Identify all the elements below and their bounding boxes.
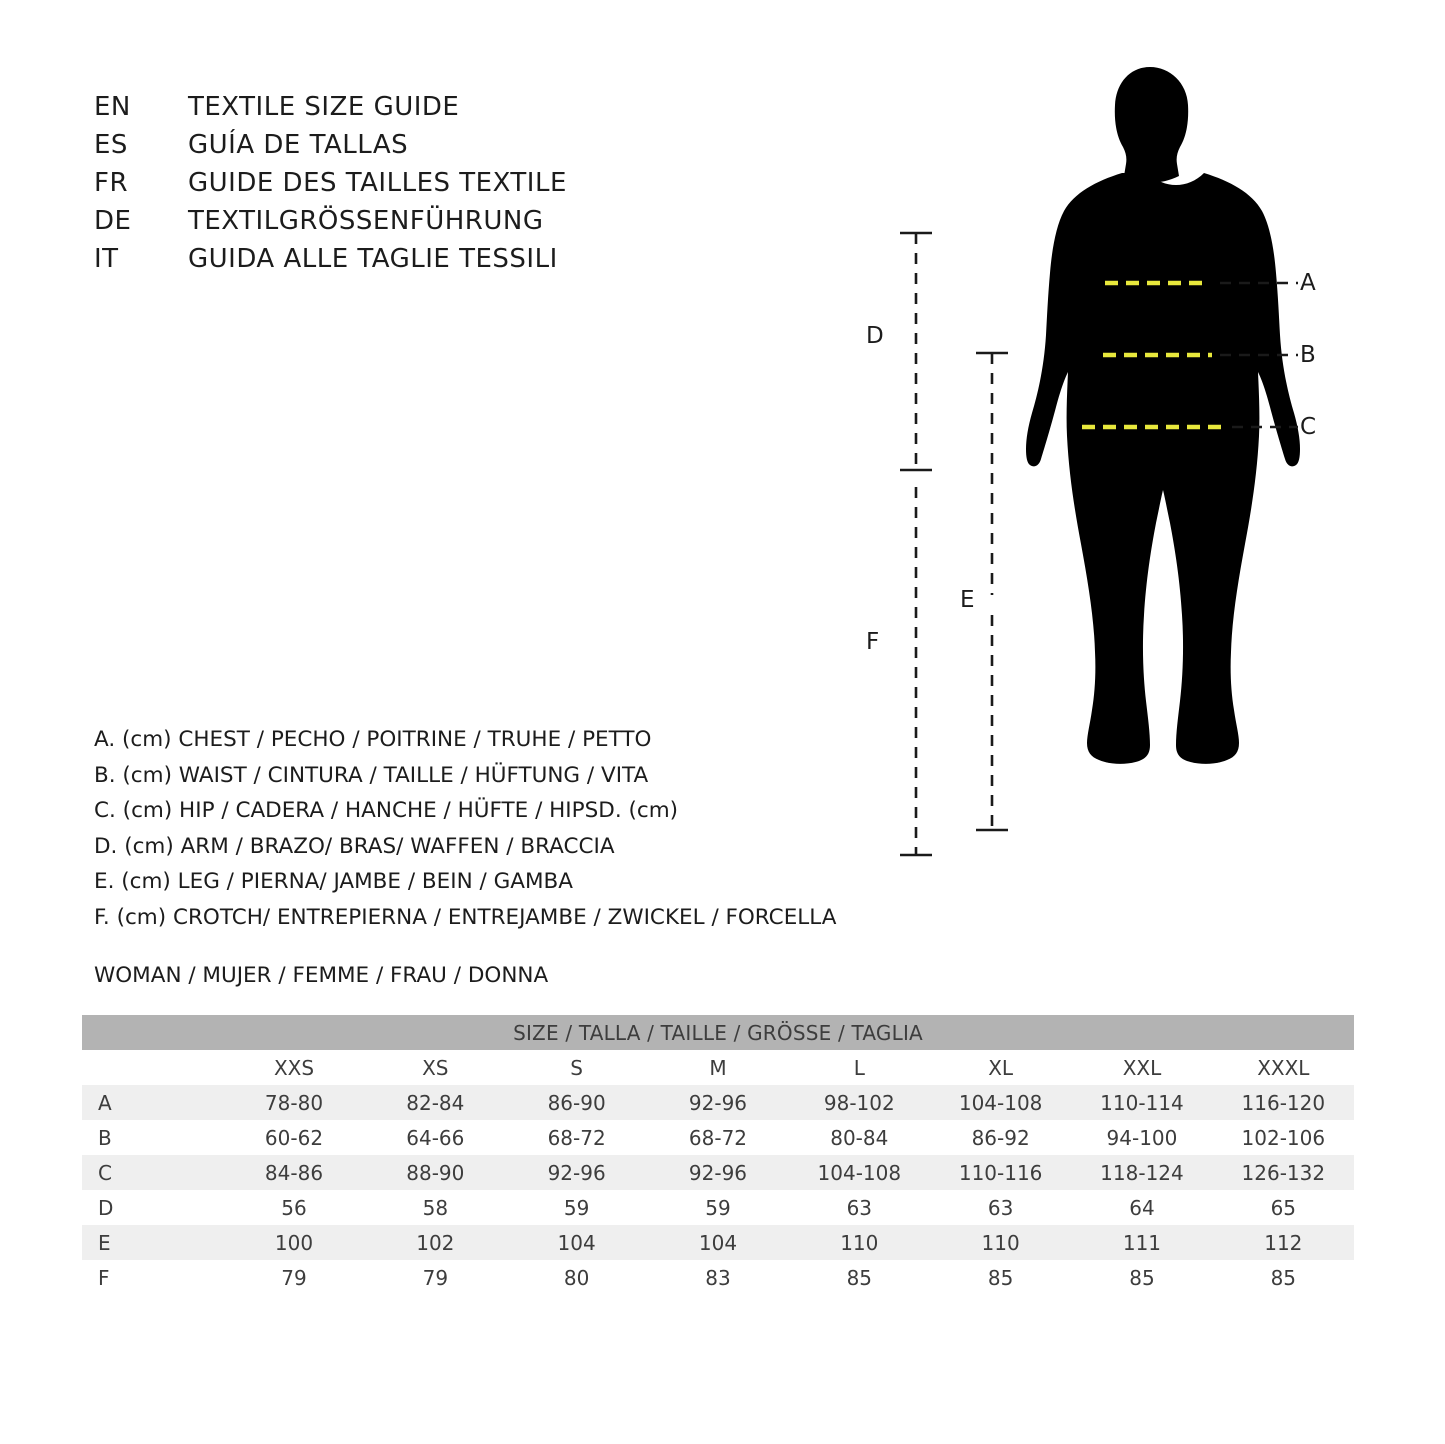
cell-d-xxs: 56	[223, 1190, 364, 1225]
cell-b-m: 68-72	[647, 1120, 788, 1155]
cell-f-xl: 85	[930, 1260, 1071, 1295]
cell-d-xs: 58	[365, 1190, 506, 1225]
title-lang-en: EN	[94, 92, 131, 122]
cell-c-l: 104-108	[789, 1155, 930, 1190]
marker-label-b: B	[1300, 342, 1316, 368]
table-row	[82, 1190, 1354, 1225]
cell-e-l: 110	[789, 1225, 930, 1260]
cell-a-m: 92-96	[647, 1085, 788, 1120]
legend-item-d: D. (cm) ARM / BRAZO/ BRAS/ WAFFEN / BRACCIA	[94, 833, 615, 859]
cell-e-xl: 110	[930, 1225, 1071, 1260]
cell-e-xxs: 100	[223, 1225, 364, 1260]
row-label-a: A	[82, 1085, 223, 1120]
cell-b-xs: 64-66	[365, 1120, 506, 1155]
cell-e-xs: 102	[365, 1225, 506, 1260]
title-block	[94, 92, 567, 282]
table-band-row	[82, 1015, 1354, 1050]
cell-c-s: 92-96	[506, 1155, 647, 1190]
cell-f-xxl: 85	[1071, 1260, 1212, 1295]
cell-e-xxl: 111	[1071, 1225, 1212, 1260]
table-header-row	[82, 1050, 1354, 1085]
title-text-it: GUIDA ALLE TAGLIE TESSILI	[188, 244, 558, 274]
cell-c-xxxl: 126-132	[1213, 1155, 1354, 1190]
dimension-line-d	[900, 233, 932, 855]
title-text-en: TEXTILE SIZE GUIDE	[188, 92, 460, 122]
marker-label-f: F	[866, 629, 880, 655]
gender-label: WOMAN / MUJER / FEMME / FRAU / DONNA	[94, 963, 549, 988]
cell-d-xl: 63	[930, 1190, 1071, 1225]
row-label-f: F	[82, 1260, 223, 1295]
title-lang-fr: FR	[94, 168, 129, 198]
cell-f-xxs: 79	[223, 1260, 364, 1295]
table-corner-cell	[82, 1050, 223, 1085]
cell-a-s: 86-90	[506, 1085, 647, 1120]
size-header-xxxl: XXXL	[1213, 1050, 1354, 1085]
cell-c-xxl: 118-124	[1071, 1155, 1212, 1190]
cell-d-xxxl: 65	[1213, 1190, 1354, 1225]
dimension-line-e	[976, 353, 1008, 830]
cell-b-xxxl: 102-106	[1213, 1120, 1354, 1155]
legend-item-c: C. (cm) HIP / CADERA / HANCHE / HÜFTE / HIPSD. (cm)	[94, 798, 679, 823]
legend-item-b: B. (cm) WAIST / CINTURA / TAILLE / HÜFTUNG / VITA	[94, 762, 649, 788]
marker-label-a: A	[1300, 270, 1316, 296]
measurement-legend	[94, 722, 836, 935]
table-row	[82, 1120, 1354, 1155]
size-header-xxl: XXL	[1071, 1050, 1212, 1085]
cell-f-s: 80	[506, 1260, 647, 1295]
cell-c-m: 92-96	[647, 1155, 788, 1190]
size-header-xs: XS	[365, 1050, 506, 1085]
cell-e-xxxl: 112	[1213, 1225, 1354, 1260]
legend-item-e: E. (cm) LEG / PIERNA/ JAMBE / BEIN / GAMBA	[94, 869, 573, 894]
title-lang-it: IT	[94, 244, 119, 274]
title-row-es	[94, 130, 567, 168]
cell-b-l: 80-84	[789, 1120, 930, 1155]
cell-d-l: 63	[789, 1190, 930, 1225]
cell-d-m: 59	[647, 1190, 788, 1225]
marker-label-e: E	[960, 587, 975, 613]
cell-a-l: 98-102	[789, 1085, 930, 1120]
cell-a-xxxl: 116-120	[1213, 1085, 1354, 1120]
cell-b-xxs: 60-62	[223, 1120, 364, 1155]
cell-b-s: 68-72	[506, 1120, 647, 1155]
size-header-xxs: XXS	[223, 1050, 364, 1085]
cell-d-s: 59	[506, 1190, 647, 1225]
table-row	[82, 1260, 1354, 1295]
size-header-s: S	[506, 1050, 647, 1085]
cell-b-xxl: 94-100	[1071, 1120, 1212, 1155]
legend-item-a: A. (cm) CHEST / PECHO / POITRINE / TRUHE / PETTO	[94, 727, 652, 752]
cell-f-l: 85	[789, 1260, 930, 1295]
title-row-de	[94, 206, 567, 244]
title-row-it	[94, 244, 567, 282]
size-header-l: L	[789, 1050, 930, 1085]
marker-label-c: C	[1300, 414, 1317, 440]
cell-f-xs: 79	[365, 1260, 506, 1295]
cell-c-xs: 88-90	[365, 1155, 506, 1190]
cell-c-xxs: 84-86	[223, 1155, 364, 1190]
title-row-en	[94, 92, 567, 130]
cell-d-xxl: 64	[1071, 1190, 1212, 1225]
cell-a-xxl: 110-114	[1071, 1085, 1212, 1120]
size-table	[82, 1015, 1354, 1295]
body-measurement-diagram	[820, 55, 1380, 905]
title-lang-es: ES	[94, 130, 128, 160]
row-label-b: B	[82, 1120, 223, 1155]
table-row	[82, 1085, 1354, 1120]
title-text-de: TEXTILGRÖSSENFÜHRUNG	[188, 206, 544, 236]
cell-f-xxxl: 85	[1213, 1260, 1354, 1295]
title-text-fr: GUIDE DES TAILLES TEXTILE	[188, 168, 567, 198]
title-row-fr	[94, 168, 567, 206]
cell-c-xl: 110-116	[930, 1155, 1071, 1190]
size-header-xl: XL	[930, 1050, 1071, 1085]
marker-label-d: D	[866, 323, 884, 349]
cell-a-xl: 104-108	[930, 1085, 1071, 1120]
row-label-e: E	[82, 1225, 223, 1260]
cell-e-s: 104	[506, 1225, 647, 1260]
title-text-es: GUÍA DE TALLAS	[188, 130, 409, 160]
table-row	[82, 1225, 1354, 1260]
cell-b-xl: 86-92	[930, 1120, 1071, 1155]
cell-a-xs: 82-84	[365, 1085, 506, 1120]
female-silhouette	[820, 55, 1380, 905]
legend-item-f: F. (cm) CROTCH/ ENTREPIERNA / ENTREJAMBE / ZWICKEL / FORCELLA	[94, 904, 837, 930]
row-label-d: D	[82, 1190, 223, 1225]
size-table-wrapper	[82, 1015, 1354, 1295]
table-band-label: SIZE / TALLA / TAILLE / GRÖSSE / TAGLIA	[82, 1015, 1354, 1050]
cell-f-m: 83	[647, 1260, 788, 1295]
size-header-m: M	[647, 1050, 788, 1085]
title-lang-de: DE	[94, 206, 132, 236]
table-row	[82, 1155, 1354, 1190]
row-label-c: C	[82, 1155, 223, 1190]
cell-e-m: 104	[647, 1225, 788, 1260]
cell-a-xxs: 78-80	[223, 1085, 364, 1120]
